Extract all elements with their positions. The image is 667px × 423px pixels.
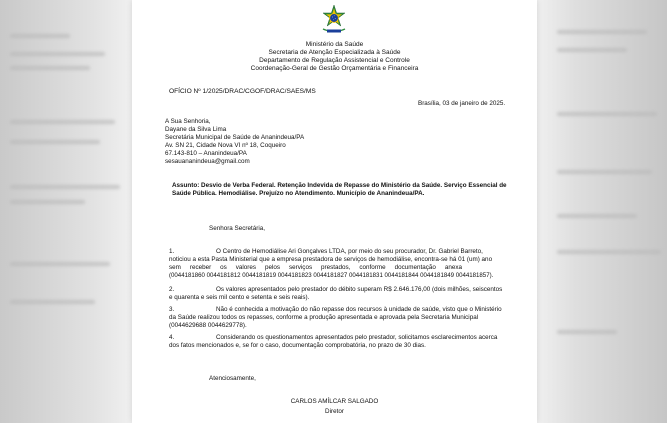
paragraph-3-line-3: (0044629688 0044629778). [169, 322, 247, 329]
subject-line-2: Saúde Pública. Hemodiálise. Prejuízo no Atendimento. Município de Ananindeua/PA. [172, 190, 425, 197]
paragraph-1-line-2: noticiou a esta Pasta Ministerial que a empresa prestadora de serviços de hemodiálise, encontra-se há 01 (um) ano [169, 256, 493, 263]
paragraph-1-line-3: sem receber os valores pelos serviços prestados, conforme documentação anexa [169, 264, 463, 271]
recipient-name: Dayane da Silva Lima [165, 126, 227, 133]
header-line-ministry: Ministério da Saúde [305, 41, 364, 48]
paragraph-number: 4. [169, 334, 175, 341]
document-page [132, 0, 537, 423]
paragraph-3-line-1: Não é conhecida a motivação do não repasse dos recursos à unidade de saúde, visto que o Ministério [216, 306, 502, 313]
paragraph-number: 2. [169, 286, 175, 293]
coat-of-arms-icon [318, 4, 350, 36]
paragraph-1-line-4: (0044181860 0044181812 0044181819 0044181823 0044181827 0044181831 0044181844 0044181849 0044181857). [169, 272, 494, 279]
paragraph-number: 1. [169, 248, 175, 255]
recipient-postal: 67.143-810 – Ananindeua/PA [165, 150, 247, 157]
paragraph-4-line-2: dos fatos mencionados e, se for o caso, documentação comprobatória, no prazo de 30 dias. [169, 342, 426, 349]
signature-title: Diretor [325, 408, 344, 415]
closing: Atenciosamente, [209, 375, 256, 382]
paragraph-2-line-2: e quarenta e seis mil cento e setenta e seis reais). [169, 294, 310, 301]
recipient-address: Av. SN 21, Cidade Nova VI nº 18, Coqueiro [165, 142, 286, 149]
salutation: Senhora Secretária, [209, 225, 266, 232]
paragraph-1-line-1: O Centro de Hemodiálise Ari Gonçalves LTDA, por meio do seu procurador, Dr. Gabriel Barreto, [216, 248, 483, 255]
background-left-blur [0, 0, 132, 423]
paragraph-4-line-1: Considerando os questionamentos apresentados pelo prestador, solicitamos esclarecimentos acerca [216, 334, 498, 341]
recipient-email: sesauananindeua@gmail.com [165, 158, 250, 165]
recipient-line: A Sua Senhoria, [165, 118, 211, 125]
recipient-role: Secretária Municipal de Saúde de Ananindeua/PA [165, 134, 305, 141]
letter-date: Brasília, 03 de janeiro de 2025. [418, 100, 506, 107]
signature-name: CARLOS AMÍLCAR SALGADO [290, 398, 379, 405]
paragraph-3-line-2: da Saúde realizou todos os repasses, conforme a produção apresentada e aprovada pela Secretaria Municipal [169, 314, 479, 321]
background-right-blur [537, 0, 667, 423]
subject-line-1: Assunto: Desvio de Verba Federal. Retenção Indevida de Repasse do Ministério da Saúde. Serviço Essencial de [172, 182, 507, 189]
paragraph-number: 3. [169, 306, 175, 313]
header-line-department: Departamento de Regulação Assistencial e Controle [259, 57, 410, 64]
header-line-coordination: Coordenação-Geral de Gestão Orçamentária e Financeira [250, 65, 419, 72]
header-line-secretariat: Secretaria de Atenção Especializada à Saúde [268, 49, 401, 56]
paragraph-2-line-1: Os valores apresentados pelo prestador do débito superam R$ 2.646.176,00 (dois milhões, seiscentos [216, 286, 503, 293]
office-number: OFÍCIO Nº 1/2025/DRAC/CGOF/DRAC/SAES/MS [169, 88, 316, 95]
